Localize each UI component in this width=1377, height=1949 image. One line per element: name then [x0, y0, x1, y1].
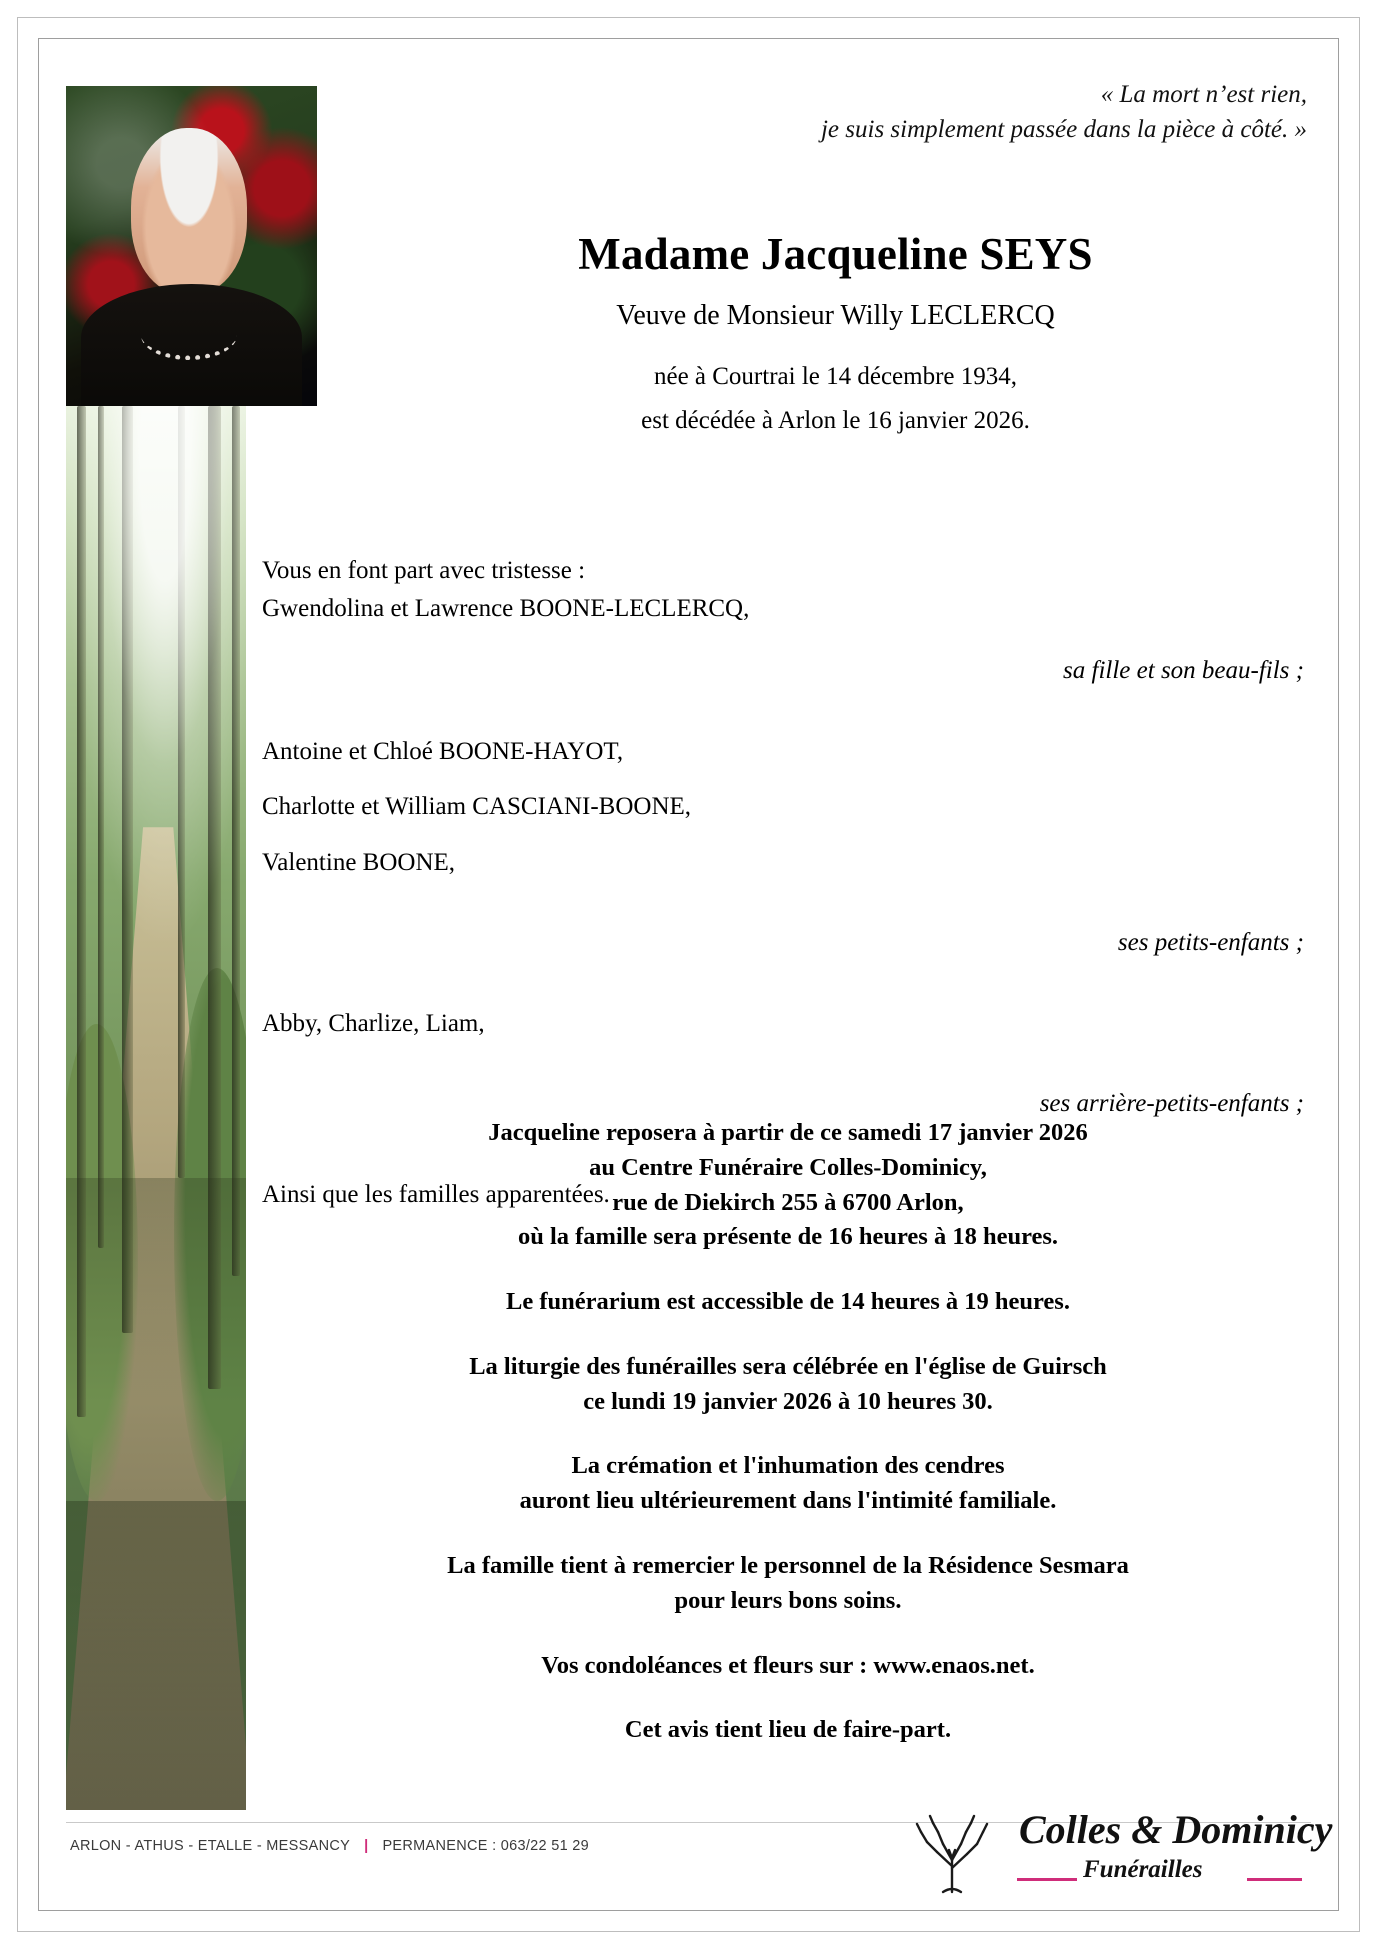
ceremony-line: au Centre Funéraire Colles-Dominicy, — [589, 1153, 987, 1181]
ceremony-block-notice — [262, 1713, 1314, 1748]
death-line: est décédée à Arlon le 16 janvier 2026. — [641, 407, 1030, 434]
company-logo — [887, 1800, 1333, 1910]
ceremony-line: Le funérarium est accessible de 14 heures à 19 heures. — [506, 1288, 1070, 1316]
spouse-line: Veuve de Monsieur Willy LECLERCQ — [616, 300, 1055, 331]
ceremony-line: Jacqueline reposera à partir de ce samedi 17 janvier 2026 — [488, 1119, 1088, 1146]
ceremony-details — [262, 1116, 1314, 1748]
ceremony-block-thanks — [262, 1549, 1314, 1619]
ceremony-block-wake — [262, 1116, 1314, 1255]
forest-light-haze — [66, 406, 246, 940]
logo-rule-right — [1247, 1878, 1302, 1881]
grandchild-line: Charlotte et William CASCIANI-BOONE, — [262, 793, 692, 820]
quote-line-1: « La mort n’est rien, — [1100, 81, 1307, 108]
epitaph-quote — [647, 78, 1307, 147]
grandchild-line: Antoine et Chloé BOONE-HAYOT, — [262, 737, 624, 765]
ceremony-line: Cet avis tient lieu de faire-part. — [624, 1716, 952, 1744]
ceremony-block-condolences — [262, 1649, 1314, 1684]
condolences-line: Vos condoléances et fleurs sur : www.enaos.net. — [541, 1651, 1035, 1679]
logo-rule-left — [1017, 1878, 1077, 1881]
ceremony-line: La liturgie des funérailles sera célébrée en l'église de Guirsch — [469, 1352, 1107, 1380]
ceremony-line: rue de Diekirch 255 à 6700 Arlon, — [612, 1188, 964, 1216]
grandchild-line: Valentine BOONE, — [262, 848, 456, 876]
footer-separator: | — [364, 1838, 369, 1854]
company-name: Colles & Dominicy — [1019, 1807, 1333, 1852]
ceremony-line: pour leurs bons soins. — [674, 1586, 902, 1614]
ceremony-block-liturgy — [262, 1350, 1314, 1420]
company-tagline: Funérailles — [1083, 1856, 1203, 1883]
quote-line-2: je suis simplement passée dans la pièce à côté. » — [820, 115, 1307, 143]
portrait-face — [131, 128, 246, 294]
ceremony-block-cremation — [262, 1449, 1314, 1519]
ceremony-line: La crémation et l'inhumation des cendres — [571, 1452, 1005, 1480]
ceremony-block-funerarium — [262, 1285, 1314, 1320]
deceased-name: Madame Jacqueline SEYS — [578, 229, 1093, 279]
great-grandchildren-line: Abby, Charlize, Liam, — [262, 1009, 485, 1037]
daughter-line: Gwendolina et Lawrence BOONE-LECLERCQ, — [262, 594, 750, 622]
announcement-intro: Vous en font part avec tristesse : — [262, 557, 586, 584]
great-grandchildren-relation: ses arrière-petits-enfants ; — [1039, 1090, 1304, 1117]
portrait-photo — [66, 86, 317, 406]
ceremony-line: ce lundi 19 janvier 2026 à 10 heures 30. — [583, 1387, 993, 1415]
forest-shadow — [66, 1178, 246, 1403]
daughter-relation: sa fille et son beau-fils ; — [1063, 657, 1304, 684]
tree-icon — [897, 1806, 1007, 1898]
ceremony-line: La famille tient à remercier le personnel de la Résidence Sesmara — [447, 1552, 1129, 1580]
forest-path-photo — [66, 406, 246, 1810]
grandchildren-relation: ses petits-enfants ; — [1117, 929, 1304, 956]
birth-line: née à Courtrai le 14 décembre 1934, — [653, 363, 1018, 390]
ceremony-line: où la famille sera présente de 16 heures à 18 heures. — [517, 1223, 1059, 1251]
footer-permanence: PERMANENCE : 063/22 51 29 — [382, 1838, 590, 1854]
pearl-necklace — [141, 310, 236, 360]
related-families-line: Ainsi que les familles apparentées. — [262, 1180, 610, 1208]
forest-shadow — [66, 1501, 246, 1810]
footer-contact — [70, 1838, 589, 1854]
family-announcement — [262, 552, 1314, 1213]
footer-cities: ARLON - ATHUS - ETALLE - MESSANCY — [70, 1838, 351, 1854]
ceremony-line: auront lieu ultérieurement dans l'intimité familiale. — [519, 1487, 1057, 1515]
